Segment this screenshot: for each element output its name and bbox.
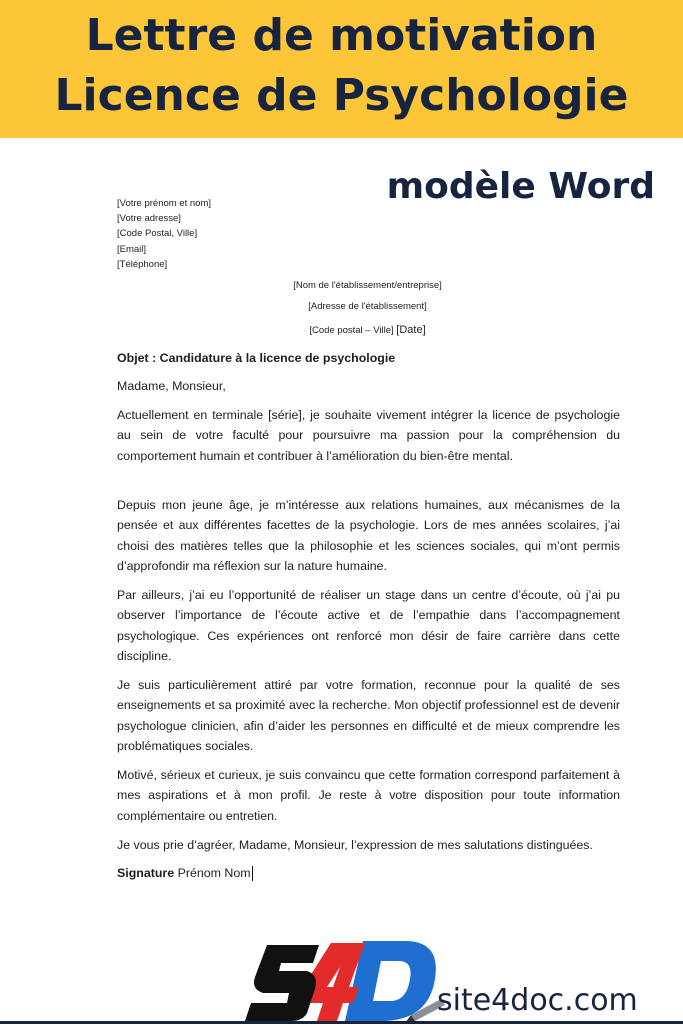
sender-email: [Email]	[117, 243, 147, 255]
text-cursor	[252, 866, 253, 881]
recipient-city-date	[26, 324, 683, 336]
sender-address: [Votre adresse]	[117, 213, 181, 225]
s4d-logo	[245, 935, 450, 1024]
recipient-name: [Nom de l'établissement/entreprise]	[293, 280, 442, 291]
sender-phone: [Téléphone]	[117, 258, 168, 270]
signature-label: Signature	[117, 866, 175, 880]
letter-paragraph-5: Motivé, sérieux et curieux, je suis convaincu que cette formation correspond parfaitement à mes aspirations et à mon profil. Je reste à votre disposition pour toute information complémentaire ou entretien.	[117, 768, 620, 823]
s4d-logo-mark	[245, 935, 450, 1024]
letter-paragraph-2: Depuis mon jeune âge, je m’intéresse aux relations humaines, aux mécanismes de la pensée et aux différentes facettes de la psychologie. Lors de mes années scolaires, j’ai choisi des matières telles que la philosophie et les sciences sociales, qui m’ont permis d’approfondir ma réflexion sur la nature humaine.	[117, 498, 620, 574]
letter-paragraph-1: Actuellement en terminale [série], je souhaite vivement intégrer la licence de psychologie au sein de votre faculté pour poursuivre ma passion pour la compréhension du comportement humain et contribuer à l’amélioration du bien-être mental.	[117, 408, 620, 463]
banner-title-line1: Lettre de motivation	[85, 10, 598, 61]
banner-title-line2: Licence de Psychologie	[54, 70, 629, 121]
recipient-address: [Adresse de l'établissement]	[308, 301, 427, 312]
letter-salutation: Madame, Monsieur,	[117, 379, 226, 393]
sender-block	[117, 196, 211, 272]
signature-line	[117, 863, 620, 883]
recipient-city: [Code postal – Ville]	[309, 325, 394, 336]
subtitle: modèle Word	[386, 166, 655, 207]
title-banner	[0, 0, 683, 138]
sender-city: [Code Postal, Ville]	[117, 228, 198, 240]
letter-object: Objet : Candidature à la licence de psychologie	[117, 351, 396, 365]
sender-name: [Votre prénom et nom]	[117, 198, 211, 209]
site-url: site4doc.com	[437, 983, 638, 1018]
signature-name: Prénom Nom	[177, 866, 251, 880]
letter-paragraph-6: Je vous prie d’agréer, Madame, Monsieur, l’expression de mes salutations distinguées.	[117, 838, 593, 852]
letter-date: [Date]	[396, 324, 426, 336]
letter-paragraph-3: Par ailleurs, j’ai eu l’opportunité de réaliser un stage dans un centre d’écoute, où j’ai pu observer l’importance de l’écoute active et de l’empathie dans l’accompagnement psychologique. Ces expériences ont renforcé mon désir de faire carrière dans cette discipline.	[117, 588, 620, 664]
letter-paragraph-4: Je suis particulièrement attiré par votre formation, reconnue pour la qualité de ses enseignements et sa proximité avec la recherche. Mon objectif professionnel est de devenir psychologue clinicien, afin d’aider les personnes en difficulté et de mieux comprendre les problématiques sociales.	[117, 678, 620, 754]
